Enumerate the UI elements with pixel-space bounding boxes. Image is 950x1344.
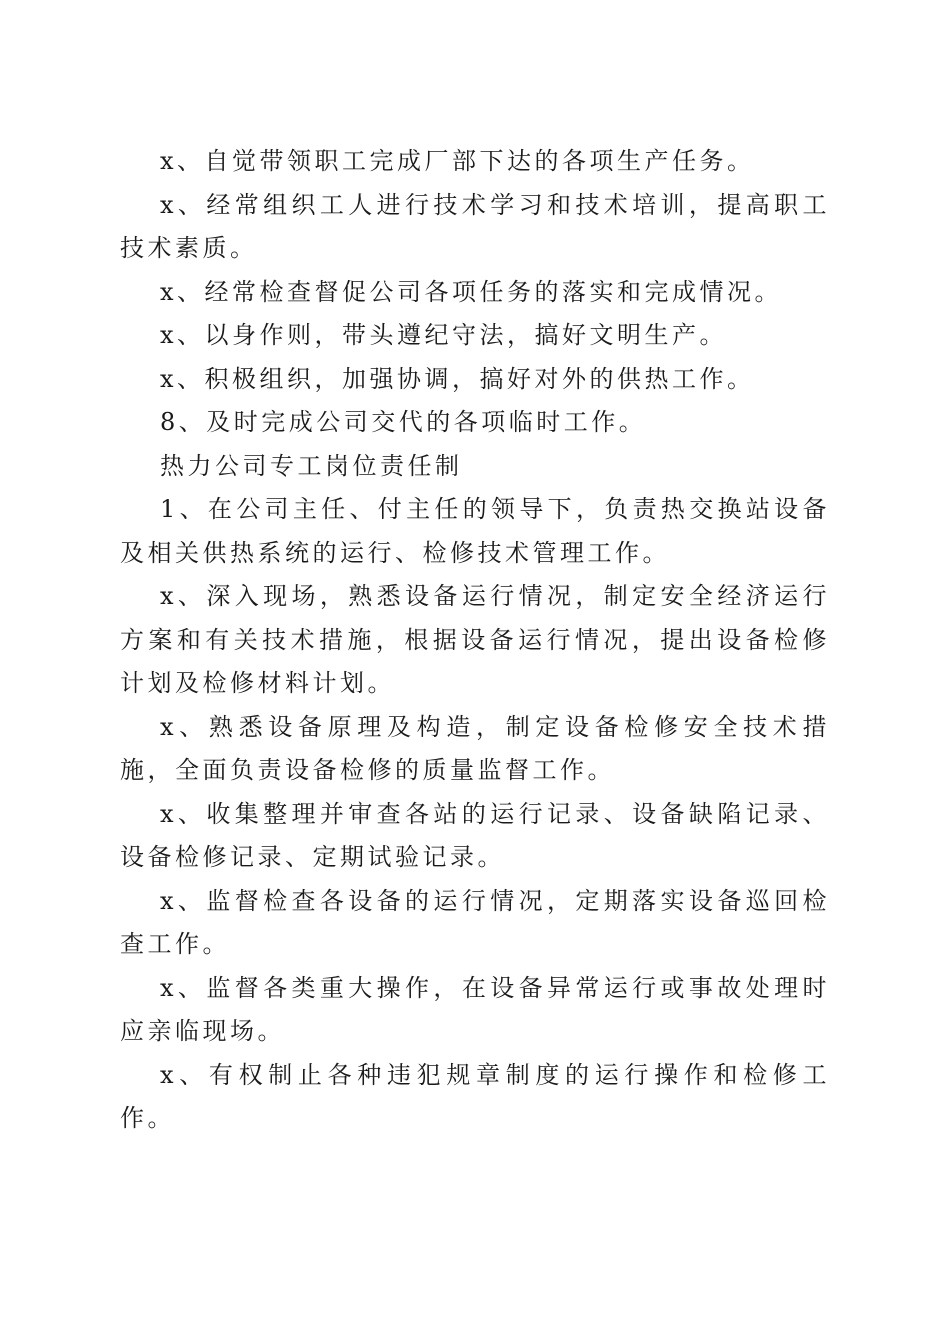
section-heading-engineer-responsibility: 热力公司专工岗位责任制 [160, 451, 463, 480]
duty-item-task-inspection: x、经常检查督促公司各项任务的落实和完成情况。 [160, 277, 783, 306]
duty-item-lead-by-example: x、以身作则，带头遵纪守法，搞好文明生产。 [160, 321, 728, 349]
duty-item-technical-training: x、经常组织工人进行技术学习和技术培训，提高职工技术素质。 [120, 190, 830, 262]
document-body [120, 140, 830, 1141]
engineer-item-site-operation-plans: x、深入现场，熟悉设备运行情况，制定安全经济运行方案和有关技术措施，根据设备运行情况，提出设备检修计划及检修材料计划。 [120, 582, 830, 697]
duty-item-lead-workers: x、自觉带领职工完成厂部下达的各项生产任务。 [160, 147, 755, 175]
duty-item-temporary-work: 8、及时完成公司交代的各项临时工作。 [160, 408, 647, 436]
engineer-item-major-operations: x、监督各类重大操作，在设备异常运行或事故处理时应亲临现场。 [120, 973, 830, 1045]
engineer-item-repair-safety: x、熟悉设备原理及构造，制定设备检修安全技术措施，全面负责设备检修的质量监督工作。 [120, 712, 830, 784]
engineer-item-patrol-inspection: x、监督检查各设备的运行情况，定期落实设备巡回检查工作。 [120, 886, 830, 958]
duty-item-heat-supply-coordination: x、积极组织，加强协调，搞好对外的供热工作。 [160, 364, 755, 393]
engineer-item-stop-violations: x、有权制止各种违犯规章制度的运行操作和检修工作。 [120, 1060, 830, 1132]
engineer-item-technical-management: 1、在公司主任、付主任的领导下，负责热交换站设备及相关供热系统的运行、检修技术管理工作。 [120, 495, 830, 567]
engineer-item-records-review: x、收集整理并审查各站的运行记录、设备缺陷记录、设备检修记录、定期试验记录。 [120, 799, 830, 871]
